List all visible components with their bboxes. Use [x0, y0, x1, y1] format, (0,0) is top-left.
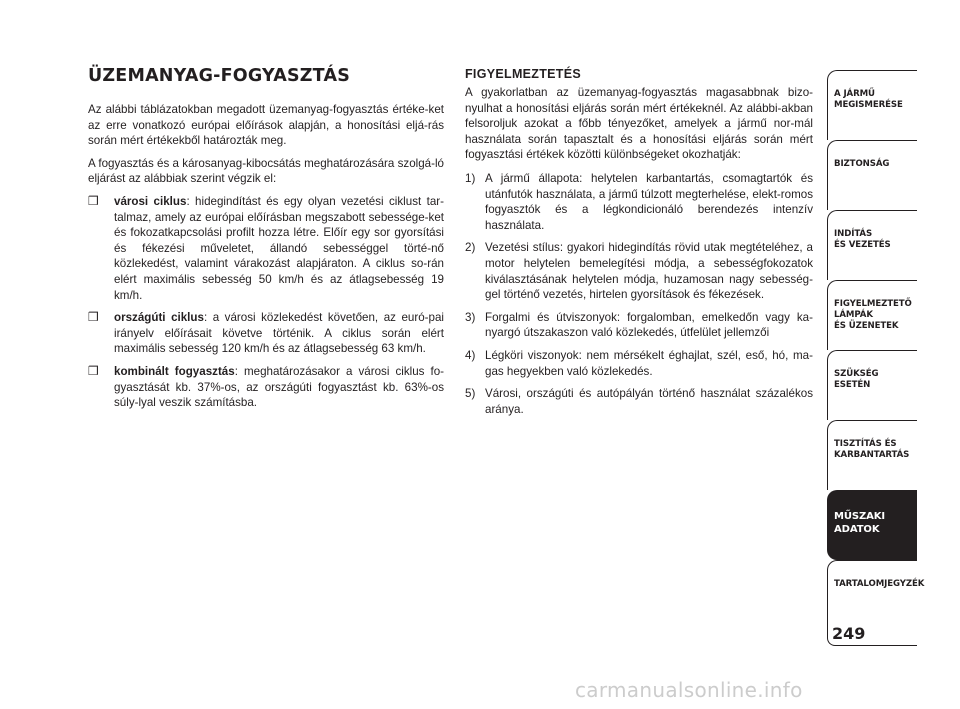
item-text: : meghatározásakor a városi ciklus fo-gyasztását kb. 37%-os, az országúti fogyasztást kb. 63%-os súly-lyal veszik számításba. [114, 364, 444, 410]
tab-label: MŰSZAKI ADATOK [834, 511, 886, 535]
page-number: 249 [832, 624, 866, 643]
section-title: ÜZEMANYAG-FOGYASZTÁS [88, 66, 350, 86]
tab-warning-lights[interactable] [827, 280, 917, 350]
tab-vehicle-overview[interactable] [827, 70, 917, 140]
cycle-list [88, 194, 444, 411]
list-item [465, 348, 813, 379]
tab-label: TARTALOMJEGYZÉK [834, 579, 925, 589]
item-text: Városi, országúti és autópályán történő használat százalékos aránya. [485, 387, 813, 416]
item-number: 4) [465, 348, 476, 362]
factor-list [465, 171, 813, 417]
item-text: : a városi közlekedést követően, az euró-pai irányelv előírásait követve történik. A ciklus során elért maximális sebesség 120 km/h és az átlagsebesség 63 km/h. [114, 311, 445, 356]
item-term: városi ciklus [114, 194, 187, 208]
procedure-paragraph: A fogyasztás és a károsanyag-kibocsátás meghatározására szolgá-ló eljárást az alábbiak szerint végzik el: [88, 156, 444, 186]
item-number: 5) [465, 387, 476, 401]
list-item [88, 364, 444, 411]
list-item [465, 240, 813, 302]
tab-maintenance[interactable] [827, 420, 917, 490]
list-item [465, 310, 813, 341]
item-number: 1) [465, 171, 476, 185]
tab-label: BIZTONSÁG [834, 159, 890, 169]
list-item [465, 171, 813, 233]
chapter-tabs [827, 70, 925, 646]
tab-technical-data[interactable] [827, 490, 917, 560]
checkbox-bullet-icon: ❒ [88, 363, 99, 378]
list-item [88, 194, 444, 303]
watermark: carmanualsonline.info [575, 678, 803, 702]
item-term: országúti ciklus [114, 311, 204, 325]
tab-emergency[interactable] [827, 350, 917, 420]
item-term: kombinált fogyasztás [114, 364, 235, 378]
list-item [465, 386, 813, 417]
item-number: 2) [465, 241, 476, 255]
intro-paragraph: Az alábbi táblázatokban megadott üzemanyag-fogyasztás értéke-ket az erre vonatkozó európai előírások alapján, a honosítási eljá-rás során mért értékekből határozták meg. [88, 103, 444, 148]
item-text: Forgalmi és útviszonyok: forgalomban, emelkedőn vagy ka-nyargó útszakaszon való közlekedés, útfelület jellemzői [485, 310, 813, 340]
tab-label: INDÍTÁS ÉS VEZETÉS [834, 229, 891, 250]
list-item [88, 310, 444, 357]
checkbox-bullet-icon: ❒ [88, 310, 99, 325]
checkbox-bullet-icon: ❒ [88, 193, 99, 208]
warning-intro: A gyakorlatban az üzemanyag-fogyasztás magasabbnak bizo-nyulhat a honosítási eljárás során mért értékeknél. Az alábbi-akban felsoroljuk azokat a főbb tényezőket, amelyek a jármű nor-mál használata során tapasztalt és a honosítási eljárás során mért fogyasztási értékek közötti különbségeket okozhatják: [465, 86, 813, 162]
item-text: A jármű állapota: helytelen karbantartás, csomagtartók és utánfutók használata, a jármű túlzott megterhelése, elekt-romos fogyasztók és a légkondicionáló berendezés intenzív használata. [485, 171, 813, 232]
tab-label: SZÜKSÉG ESETÉN [834, 369, 879, 390]
tab-contents[interactable] [827, 560, 925, 630]
tab-label: FIGYELMEZTETŐ LÁMPÁK ÉS ÜZENETEK [834, 299, 912, 331]
tab-safety[interactable] [827, 140, 917, 210]
tab-label: A JÁRMŰ MEGISMERÉSE [834, 89, 903, 110]
item-text: Vezetési stílus: gyakori hidegindítás rövid utak megtételéhez, a motor helytelen bemelegítési módja, a sebességfokozatok kiválasztásának helytelen módja, huzamosan nagy sebesség-gel történő vezetés, hirtelen gyorsítások és fékezések. [485, 241, 813, 302]
left-column [88, 66, 444, 418]
tab-starting-driving[interactable] [827, 210, 917, 280]
item-number: 3) [465, 310, 476, 324]
warning-title: FIGYELMEZTETÉS [465, 67, 582, 81]
tab-label: TISZTÍTÁS ÉS KARBANTARTÁS [834, 439, 910, 460]
item-text: Légköri viszonyok: nem mérsékelt éghajlat, szél, eső, hó, ma-gas hegyekben való közlekedés. [485, 348, 813, 378]
right-column [465, 67, 813, 424]
item-text: : hidegindítást és egy olyan vezetési ciklust tar-talmaz, amely az európai előírásban megszabott sebessége-ket és fokozatkapcsolási profilt hozza létre. Előír egy sor gyorsítási és fékezési műveletet, állandó sebességgel törté-nő közlekedést, valamint várakozást alapjáraton. A ciklus so-rán elért maximális sebesség 50 km/h és az átlagsebesség 19 km/h. [114, 194, 444, 302]
